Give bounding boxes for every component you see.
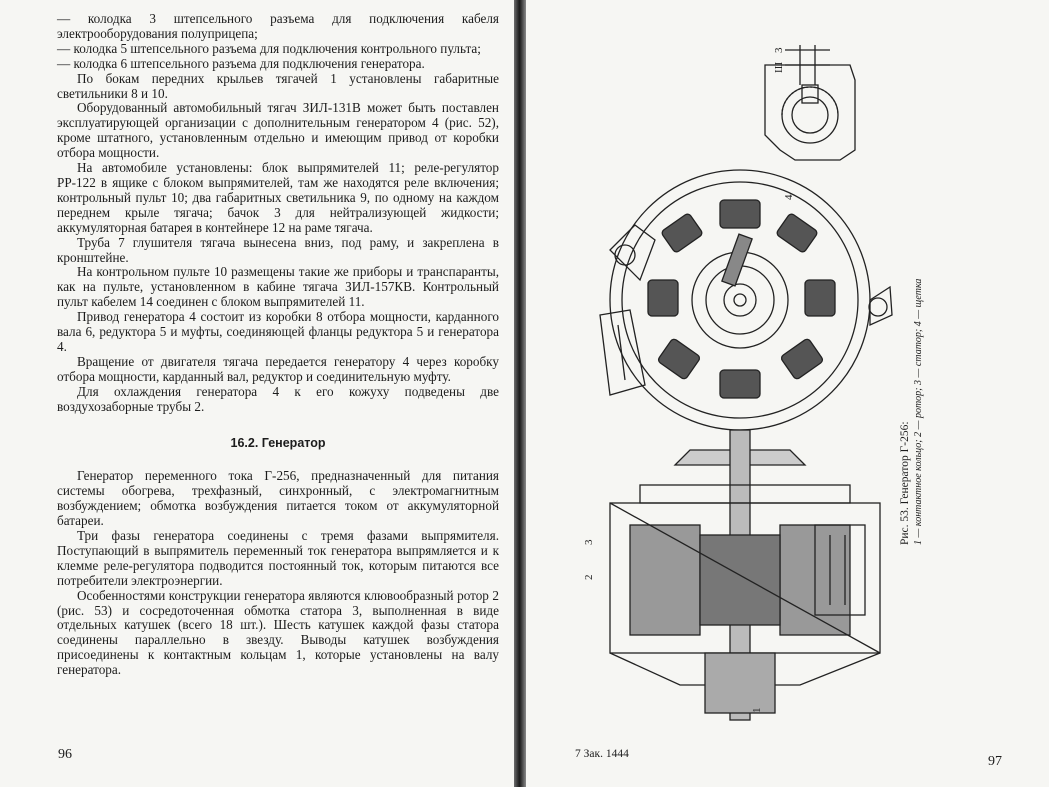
left-page [0,0,514,787]
generator-figure [570,25,900,725]
paragraph: Три фазы генератора соединены с тремя фазами выпрямителя. Поступающий в выпрямитель переменный ток генератора выпрямляется и к клемме реле-регулятора подводится постоянный ток, которым питаются все потребители электроэнергии. [57,528,499,588]
generator-front-view [600,170,892,430]
generator-section-view [610,430,880,720]
section-heading: 16.2. Генератор [230,436,326,451]
paragraph: По бокам передних крыльев тягачей 1 установлены габаритные светильники 8 и 10. [57,70,499,101]
page-number-left: 96 [58,747,72,762]
left-text-column [57,12,499,678]
callout-4: 4 [783,194,795,200]
paragraph: Оборудованный автомобильный тягач ЗИЛ-131В может быть поставлен эксплуатирующей организации с дополнительным генератором 4 (рис. 52), кроме штатного, установленным отдельно и имеющим привод от коробки отбора мощности. [57,100,499,161]
figure-caption [898,255,926,545]
paragraph: Привод генератора 4 состоит из коробки 8 отбора мощности, карданного вала 6, редуктора 5 и муфты, соединяющей фланцы редуктора 5 и генератора 4. [57,309,499,354]
paragraph: — колодка 6 штепсельного разъема для подключения генератора. [57,55,425,71]
callout-3: 3 [583,539,595,545]
callout-2: 2 [583,574,595,580]
paragraph: Особенностями конструкции генератора являются клювообразный ротор 2 (рис. 53) и сосредоточенная обмотка статора 3, выполненная в виде отдельных катушек (всего 18 шт.). Шесть катушек каждой фазы статора соединены параллельно в звезду. Выводы катушек возбуждения присоединены к контактным кольцам 1, которые установлены на валу генератора. [57,587,499,678]
caption-legend: 1 — контактное кольцо; 2 — ротор; 3 — статор; 4 — щетка [913,278,924,545]
paragraph: Генератор переменного тока Г-256, предназначенный для питания системы обогрева, трехфазный, синхронный, с электромагнитным возбуждением; обмотка возбуждения питается током от аккумуляторной батареи. [57,468,499,529]
callout-3-top: 3 [773,47,785,53]
print-order-note: 7 Зак. 1444 [575,748,629,760]
paragraph: — колодка 3 штепсельного разъема для подключения кабеля электрооборудования полуприцепа; [57,11,499,41]
paragraph: Для охлаждения генератора 4 к его кожуху подведены две воздухозаборные трубы 2. [57,383,499,414]
paragraph: — колодка 5 штепсельного разъема для подключения контрольного пульта; [57,40,481,56]
caption-title: Рис. 53. Генератор Г-256: [899,421,911,545]
paragraph: На контрольном пульте 10 размещены такие же приборы и транспаранты, как на пульте, установленном в кабине тягача ЗИЛ-157КВ. Контрольный пульт кабелем 14 соединен с блоком выпрямителей 11. [57,264,499,310]
paragraph: Вращение от двигателя тягача передается генератору 4 через коробку отбора мощности, карданный вал, редуктор и соединительную муфту. [57,353,499,384]
page-number-right: 97 [988,754,1002,769]
book-spine [514,0,526,787]
callout-sh-top: Ш [773,61,785,73]
paragraph: На автомобиле установлены: блок выпрямителей 11; реле-регулятор РР-122 в ящике с блоком выпрямителей, там же находятся реле включения; контрольный пульт 10; два габаритных светильника 9, по одному на каждом переднем крыле тягача; бачок 3 для нейтрализующей жидкости; аккумуляторная батарея в контейнере 12 на раме тягача. [57,160,499,235]
paragraph: Труба 7 глушителя тягача вынесена вниз, под раму, и закреплена в кронштейне. [57,234,499,265]
callout-1: 1 [751,707,763,713]
